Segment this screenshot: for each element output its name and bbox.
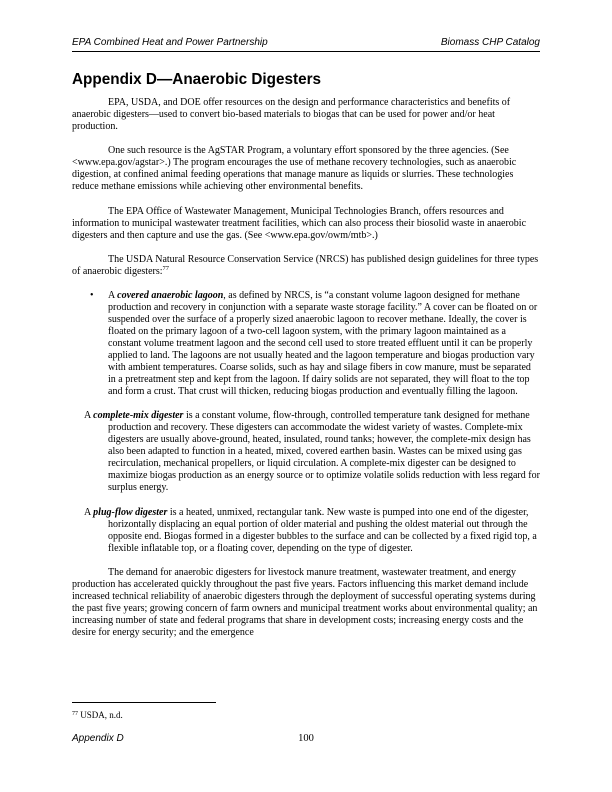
paragraph-epa-owm: The EPA Office of Wastewater Management, Municipal Technologies Branch, offers resources and information to municipal wastewater treatment facilities, which can also process their biosolid waste in anaerobic digesters and then capture and use the gas. (See <www.epa.gov/owm/mtb>.) bbox=[72, 205, 527, 241]
list-item-prefix: A bbox=[84, 410, 94, 422]
footnote-ref: 77 bbox=[162, 264, 170, 272]
footnote-rule bbox=[72, 702, 216, 703]
footnote-number: 77 bbox=[72, 711, 78, 717]
list-item-text: is a heated, unmixed, rectangular tank. New waste is pumped into one end of the digester, horizontally displacing an equal portion of older material and pushing the oldest material out through the opposite end. Biogas formed in a digester bubbles to the surface and can be collected by a fixed rigid top, a flexible inflatable top, or a floating cover, depending on the type of digester. bbox=[108, 506, 537, 554]
paragraph-nrcs-text: The USDA Natural Resource Conservation Service (NRCS) has published design guidelines for three types of anaerobic digesters: bbox=[72, 253, 539, 277]
list-item-plug-flow bbox=[72, 507, 540, 555]
header-left: EPA Combined Heat and Power Partnership bbox=[72, 37, 268, 48]
header-right: Biomass CHP Catalog bbox=[440, 37, 540, 48]
list-item-prefix: A bbox=[84, 506, 94, 518]
paragraph-intro: EPA, USDA, and DOE offer resources on the design and performance characteristics and benefits of anaerobic digesters—used to convert bio-based materials to biogas that can be used for power and/or heat production. bbox=[72, 97, 511, 132]
list-item-covered-lagoon bbox=[90, 290, 540, 398]
footnote-text: USDA, n.d. bbox=[78, 710, 123, 720]
footnote bbox=[72, 710, 123, 720]
page-number: 100 bbox=[298, 733, 314, 744]
list-item-prefix: A bbox=[108, 290, 118, 302]
paragraph-demand: The demand for anaerobic digesters for livestock manure treatment, wastewater treatment, and energy production has accelerated quickly throughout the past five years. Factors influencing this market demand include increased technical reliability of anaerobic digesters through the deployment of successful operating systems during the past five years; growing concern of farm owners and municipal treatment works about environmental quality; an increasing number of state and federal programs that share in development costs; increasing energy costs and the desire for energy security; and the emergence bbox=[72, 567, 538, 639]
paragraph-agstar: One such resource is the AgSTAR Program, a voluntary effort sponsored by the three agencies. (See <www.epa.gov/agstar>.) The program encourages the use of methane recovery technologies, such as anaerobic digestion, at confined animal feeding operations that manage manure as liquids or slurries. These technologies reduce methane emissions while achieving other environmental benefits. bbox=[72, 145, 517, 193]
term-plug-flow-digester: plug-flow digester bbox=[93, 506, 168, 518]
footer-section: Appendix D bbox=[72, 733, 124, 744]
body-text bbox=[72, 97, 540, 651]
page-title: Appendix D—Anaerobic Digesters bbox=[72, 71, 322, 88]
paragraph-nrcs bbox=[72, 254, 540, 278]
term-complete-mix-digester: complete-mix digester bbox=[93, 410, 184, 422]
term-covered-anaerobic-lagoon: covered anaerobic lagoon bbox=[117, 290, 224, 302]
running-header bbox=[72, 37, 540, 51]
bullet-icon: • bbox=[90, 290, 94, 302]
header-rule bbox=[72, 51, 540, 52]
list-item-text: is a constant volume, flow-through, controlled temperature tank designed for methane production and recovery. These digesters can accommodate the widest variety of wastes. Complete-mix digesters are usually above-ground, heated, insulated, round tanks; however, the complete-mix design has also been adapted to function in a heated, mixed, covered earthen basin. Wastes can be mixed using gas recirculation, mechanical propellers, or liquid circulation. A complete-mix digester can be designed to maximize biogas production as an energy source or to optimize volatile solids reduction with less regard for surplus energy. bbox=[108, 410, 540, 494]
list-item-complete-mix bbox=[72, 410, 540, 494]
list-item-text: , as defined by NRCS, is “a constant volume lagoon designed for methane production and recovery in conjunction with a separate waste storage facility.” A cover can be floated on or suspended over the surface of a properly sized anaerobic lagoon to recover methane. Ideally, the cover is floated on the primary lagoon of a two-cell lagoon system, with the primary lagoon maintained as a constant volume treatment lagoon and the second cell used to store treated effluent until it can be properly applied to land. The lagoons are not usually heated and the lagoon temperature and biogas production vary with ambient temperatures. Coarse solids, such as hay and silage fibers in cow manure, must be separated in a pretreatment step and kept from the lagoon. If dairy solids are not separated, they will float to the top and form a crust. That crust will thicken, reducing biogas production and eventually filling the lagoon. bbox=[108, 290, 538, 398]
